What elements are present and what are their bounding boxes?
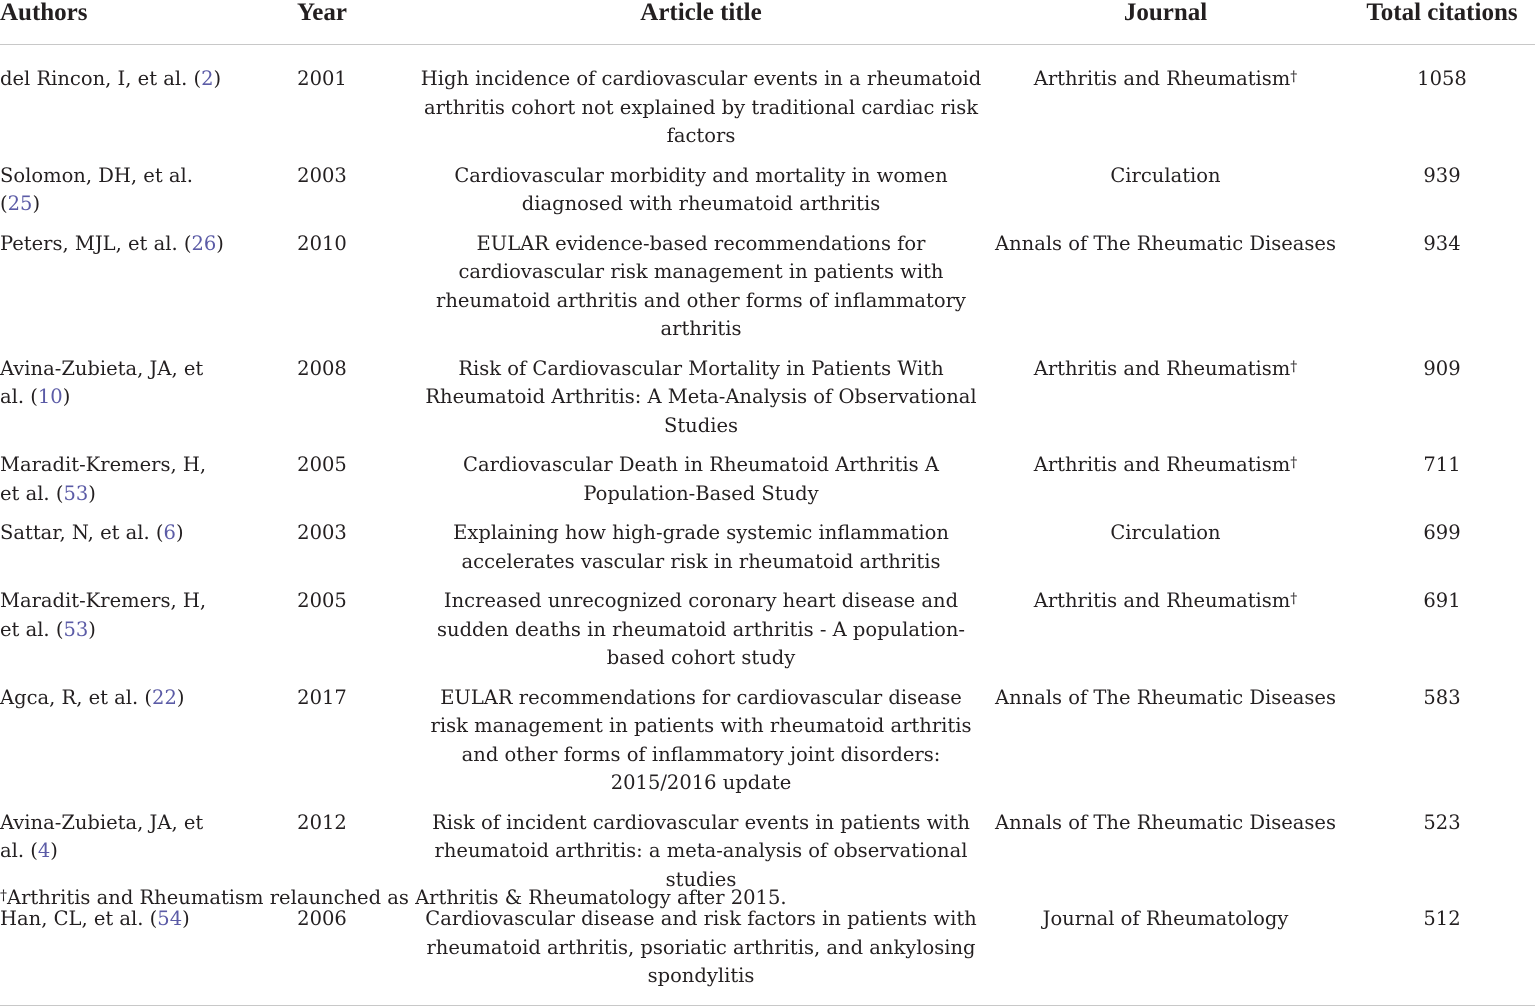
table-row bbox=[0, 905, 1535, 1005]
authors-text: del Rincon, I, et al. ( bbox=[0, 67, 202, 90]
cell-total-citations: 523 bbox=[1423, 810, 1461, 834]
cell-article-title: Cardiovascular disease and risk factors in patients with rheumatoid arthritis, psoriatic arthritis, and ankylosing spondylitis bbox=[420, 905, 982, 1005]
cell-year: 2001 bbox=[297, 67, 347, 90]
dagger-mark: † bbox=[1290, 591, 1298, 607]
footnote-dagger: † bbox=[0, 888, 7, 904]
journal-text: Annals of The Rheumatic Diseases bbox=[995, 685, 1336, 709]
authors-text: Solomon, DH, et al. ( bbox=[0, 163, 193, 215]
authors-text: Agca, R, et al. ( bbox=[0, 685, 153, 709]
authors-text: Sattar, N, et al. ( bbox=[0, 521, 164, 544]
cell-year: 2008 bbox=[297, 356, 347, 380]
authors-text: Maradit-Kremers, H, et al. ( bbox=[0, 453, 207, 505]
cell-total-citations: 939 bbox=[1423, 163, 1461, 187]
reference-link[interactable]: 26 bbox=[191, 231, 217, 255]
dagger-mark: † bbox=[1290, 455, 1298, 471]
header-authors: Authors bbox=[0, 0, 224, 45]
cell-total-citations: 1058 bbox=[1417, 67, 1467, 90]
authors-text: Avina-Zubieta, JA, et al. ( bbox=[0, 810, 204, 862]
authors-close: ) bbox=[176, 685, 185, 709]
dagger-mark: † bbox=[1290, 69, 1298, 85]
journal-text: Circulation bbox=[1110, 163, 1221, 187]
table-row bbox=[0, 684, 1535, 809]
authors-close: ) bbox=[88, 617, 96, 641]
cell-article-title: EULAR evidence-based recommendations for cardiovascular risk management in patients with rheumatoid arthritis and other forms of inflammatory arthritis bbox=[436, 231, 966, 340]
cell-authors bbox=[0, 684, 224, 809]
authors-text: Peters, MJL, et al. ( bbox=[0, 231, 192, 255]
cell-total-citations: 711 bbox=[1423, 453, 1461, 476]
cell-authors bbox=[0, 519, 224, 587]
header-total-citations: Total citations bbox=[1349, 0, 1535, 45]
cell-authors bbox=[0, 230, 224, 355]
cell-year: 2010 bbox=[297, 231, 347, 255]
cell-journal bbox=[982, 519, 1349, 587]
authors-close: ) bbox=[88, 481, 96, 505]
reference-link[interactable]: 10 bbox=[37, 385, 63, 408]
cell-year: 2003 bbox=[297, 163, 347, 187]
cell-article-title: Cardiovascular Death in Rheumatoid Arthritis A Population-Based Study bbox=[463, 453, 939, 505]
header-journal: Journal bbox=[982, 0, 1349, 45]
authors-close: ) bbox=[213, 67, 222, 90]
cell-article-title: Explaining how high-grade systemic inflammation accelerates vascular risk in rheumatoid arthritis bbox=[453, 521, 949, 573]
authors-close: ) bbox=[62, 385, 71, 408]
cell-year: 2005 bbox=[297, 589, 347, 612]
cell-authors bbox=[0, 451, 224, 519]
authors-close: ) bbox=[216, 231, 224, 255]
reference-link[interactable]: 53 bbox=[63, 481, 89, 505]
cell-authors bbox=[0, 355, 224, 452]
cell-journal bbox=[982, 230, 1349, 355]
cell-article-title: EULAR recommendations for cardiovascular disease risk management in patients with rheumatoid arthritis and other forms of inflammatory joint disorders: 2015/2016 update bbox=[430, 685, 972, 794]
dagger-mark: † bbox=[1290, 358, 1298, 375]
journal-text: Journal of Rheumatology bbox=[1042, 907, 1289, 930]
cell-journal bbox=[982, 162, 1349, 230]
cell-journal bbox=[982, 45, 1349, 162]
table-row bbox=[0, 230, 1535, 355]
authors-close: ) bbox=[182, 907, 190, 930]
cell-year: 2006 bbox=[224, 905, 420, 1005]
cell-year: 2005 bbox=[297, 453, 347, 476]
table-row bbox=[0, 519, 1535, 587]
authors-text: Maradit-Kremers, H, et al. ( bbox=[0, 589, 207, 641]
journal-text: Arthritis and Rheumatism bbox=[1033, 356, 1291, 380]
journal-text: Arthritis and Rheumatism bbox=[1033, 67, 1291, 90]
cell-journal bbox=[982, 587, 1349, 684]
journal-text: Arthritis and Rheumatism bbox=[1033, 589, 1291, 612]
table-row bbox=[0, 451, 1535, 519]
header-row bbox=[0, 0, 1535, 45]
cell-authors bbox=[0, 905, 224, 1005]
authors-text: Avina-Zubieta, JA, et al. ( bbox=[0, 356, 204, 408]
reference-link[interactable]: 6 bbox=[163, 521, 176, 544]
reference-link[interactable]: 22 bbox=[152, 685, 177, 709]
cell-authors bbox=[0, 45, 224, 162]
cell-journal bbox=[982, 905, 1349, 1005]
reference-link[interactable]: 54 bbox=[157, 907, 183, 930]
cell-total-citations: 691 bbox=[1423, 589, 1461, 612]
cell-journal bbox=[982, 451, 1349, 519]
cell-article-title: High incidence of cardiovascular events in a rheumatoid arthritis cohort not explained by traditional cardiac risk factors bbox=[420, 67, 982, 147]
cell-total-citations: 699 bbox=[1423, 521, 1461, 544]
reference-link[interactable]: 25 bbox=[7, 192, 33, 215]
table-row bbox=[0, 162, 1535, 230]
cell-authors bbox=[0, 162, 224, 230]
journal-text: Annals of The Rheumatic Diseases bbox=[995, 810, 1336, 834]
reference-link[interactable]: 4 bbox=[37, 839, 51, 862]
table-footnote bbox=[0, 884, 787, 912]
table-row bbox=[0, 45, 1535, 162]
header-article-title: Article title bbox=[420, 0, 982, 45]
cell-total-citations: 934 bbox=[1423, 231, 1461, 255]
cell-article-title: Risk of incident cardiovascular events in patients with rheumatoid arthritis: a meta-analysis of observational studies bbox=[432, 810, 970, 891]
cell-article-title: Risk of Cardiovascular Mortality in Patients With Rheumatoid Arthritis: A Meta-Analysis of Observational Studies bbox=[425, 356, 977, 437]
cell-year: 2003 bbox=[297, 521, 347, 544]
reference-link[interactable]: 53 bbox=[63, 617, 89, 641]
cell-authors bbox=[0, 587, 224, 684]
cell-journal bbox=[982, 684, 1349, 809]
journal-text: Arthritis and Rheumatism bbox=[1033, 453, 1291, 476]
reference-link[interactable]: 2 bbox=[201, 67, 214, 90]
cell-article-title: Cardiovascular morbidity and mortality in women diagnosed with rheumatoid arthritis bbox=[454, 163, 948, 215]
cell-year: 2017 bbox=[297, 685, 347, 709]
journal-text: Annals of The Rheumatic Diseases bbox=[995, 231, 1336, 255]
authors-close: ) bbox=[50, 839, 58, 862]
authors-text: Han, CL, et al. ( bbox=[0, 907, 158, 930]
cell-year: 2012 bbox=[297, 810, 347, 834]
authors-close: ) bbox=[32, 192, 41, 215]
table-row bbox=[0, 355, 1535, 452]
journal-text: Circulation bbox=[1110, 521, 1221, 544]
authors-close: ) bbox=[175, 521, 184, 544]
cell-total-citations: 909 bbox=[1423, 356, 1461, 380]
cell-journal bbox=[982, 355, 1349, 452]
cell-total-citations: 583 bbox=[1423, 685, 1461, 709]
header-year: Year bbox=[224, 0, 420, 45]
cell-journal bbox=[982, 809, 1349, 906]
cell-article-title: Increased unrecognized coronary heart disease and sudden deaths in rheumatoid arthritis - A population-based cohort study bbox=[437, 589, 965, 669]
cell-total-citations: 512 bbox=[1349, 905, 1535, 1005]
footnote-text: Arthritis and Rheumatism relaunched as Arthritis & Rheumatology after 2015. bbox=[7, 886, 787, 909]
table-row bbox=[0, 587, 1535, 684]
